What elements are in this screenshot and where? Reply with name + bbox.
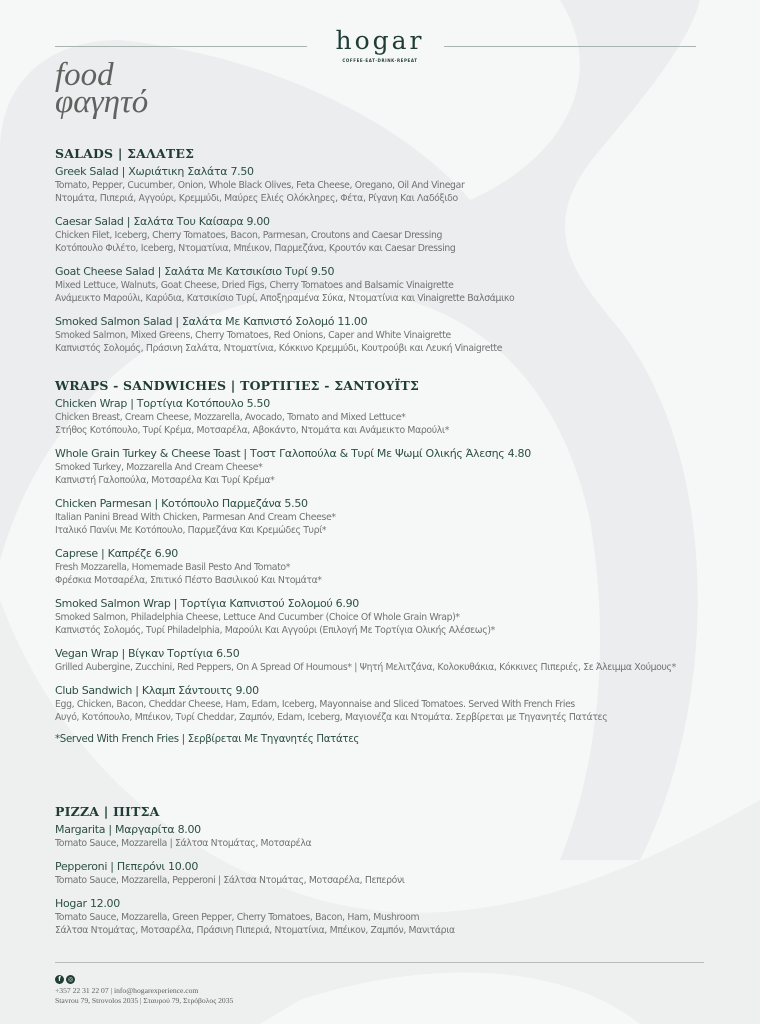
menu-item xyxy=(55,164,735,205)
facebook-icon[interactable]: f xyxy=(55,975,64,984)
instagram-icon[interactable]: ◎ xyxy=(67,975,74,983)
menu-item xyxy=(55,683,735,724)
page-title-en: food xyxy=(55,57,114,93)
item-name: Club Sandwich | Κλαμπ Σάντουιτς 9.00 xyxy=(55,684,259,697)
item-desc-en: Tomato Sauce, Mozzarella, Pepperoni | Σάλτσα Ντομάτας, Μοτσαρέλα, Πεπερόνι xyxy=(55,875,405,886)
item-name: Chicken Parmesan | Κοτόπουλο Παρμεζάνα 5.50 xyxy=(55,497,308,510)
item-desc-en: Smoked Turkey, Mozzarella And Cream Cheese* xyxy=(55,462,263,473)
item-desc-en: Smoked Salmon, Mixed Greens, Cherry Tomatoes, Red Onions, Caper and White Vinaigrette xyxy=(55,330,451,341)
item-desc-en: Italian Panini Bread With Chicken, Parmesan And Cream Cheese* xyxy=(55,512,336,523)
item-name: Chicken Wrap | Τορτίγια Κοτόπουλο 5.50 xyxy=(55,397,270,410)
menu-item xyxy=(55,822,735,850)
menu-content xyxy=(55,146,735,946)
header-divider-left xyxy=(55,46,307,47)
item-desc-en: Egg, Chicken, Bacon, Cheddar Cheese, Ham, Edam, Iceberg, Mayonnaise and Sliced Tomatoes. Served With French Fries xyxy=(55,699,575,710)
item-desc-gr: Στήθος Κοτόπουλο, Τυρί Κρέμα, Μοτσαρέλα, Αβοκάντο, Ντομάτα και Ανάμεικτο Μαρούλι* xyxy=(55,425,450,436)
item-desc-en: Tomato Sauce, Mozzarella, Green Pepper, Cherry Tomatoes, Bacon, Ham, Mushroom xyxy=(55,912,420,923)
item-desc-en: Fresh Mozzarella, Homemade Basil Pesto And Tomato* xyxy=(55,562,291,573)
item-desc-gr: Ιταλικό Πανίνι Με Κοτόπουλο, Παρμεζάνα Και Κρεμώδες Τυρί* xyxy=(55,525,327,536)
item-desc-gr: Αυγό, Κοτόπουλο, Μπέικον, Τυρί Cheddar, Ζαμπόν, Edam, Iceberg, Μαγιονέζα και Ντομάτα. Σερβίρεται με Τηγανητές Πατάτες xyxy=(55,712,608,723)
header-divider-right xyxy=(444,46,696,47)
item-name: Whole Grain Turkey & Cheese Toast | Τοστ Γαλοπούλα & Τυρί Με Ψωμί Ολικής Άλεσης 4.80 xyxy=(55,447,531,460)
section-salads xyxy=(55,146,735,368)
address: Stavrou 79, Strovolos 2035 | Σταυρού 79, Στρόβολος 2035 xyxy=(55,996,234,1005)
section-title: WRAPS - SANDWICHES | ΤΟΡΤΙΓΙΕΣ - ΣΑΝΤΟΥΪΤΣ xyxy=(55,378,420,393)
menu-item xyxy=(55,859,735,887)
item-name: Goat Cheese Salad | Σαλάτα Με Κατσικίσιο Τυρί 9.50 xyxy=(55,265,335,278)
menu-item xyxy=(55,264,735,305)
item-desc-gr: Φρέσκια Μοτσαρέλα, Σπιτικό Πέστο Βασιλικού Και Ντομάτα* xyxy=(55,575,322,586)
menu-item xyxy=(55,446,735,487)
brand-name: hogar xyxy=(335,26,425,55)
brand-logo xyxy=(320,26,440,63)
menu-item xyxy=(55,214,735,255)
item-desc-en: Grilled Aubergine, Zucchini, Red Peppers, On A Spread Of Houmous* | Ψητή Μελιτζάνα, Κολοκυθάκια, Κόκκινες Πιπεριές, Σε Άλειμμα Χούμους* xyxy=(55,662,676,673)
section-wraps-sandwiches xyxy=(55,378,735,792)
item-desc-gr: Ανάμεικτο Μαρούλι, Καρύδια, Κατσικίσιο Τυρί, Αποξηραμένα Σύκα, Ντοματίνια και Vinaigrette Βαλσάμικο xyxy=(55,293,515,304)
item-desc-gr: Καπνιστός Σολομός, Πράσινη Σαλάτα, Ντοματίνια, Κόκκινο Κρεμμύδι, Κουτρούβι και Λευκή Vinaigrette xyxy=(55,343,503,354)
menu-item xyxy=(55,496,735,537)
social-links xyxy=(55,975,233,984)
item-name: Caprese | Καπρέζε 6.90 xyxy=(55,547,178,560)
item-desc-gr: Ντομάτα, Πιπεριά, Αγγούρι, Κρεμμύδι, Μαύρες Ελιές Ολόκληρες, Φέτα, Ρίγανη Και Λαδόξιδο xyxy=(55,193,458,204)
menu-item xyxy=(55,646,735,674)
item-desc-en: Chicken Breast, Cream Cheese, Mozzarella, Avocado, Tomato and Mixed Lettuce* xyxy=(55,412,406,423)
brand-tagline: COFFEE·EAT·DRINK·REPEAT xyxy=(342,58,418,63)
item-desc-gr: Καπνιστή Γαλοπούλα, Μοτσαρέλα Και Τυρί Κρέμα* xyxy=(55,475,275,486)
menu-item xyxy=(55,546,735,587)
menu-item xyxy=(55,314,735,355)
menu-item xyxy=(55,896,735,937)
item-name: Caesar Salad | Σαλάτα Του Καίσαρα 9.00 xyxy=(55,215,270,228)
footer-divider xyxy=(55,962,704,963)
item-name: Hogar 12.00 xyxy=(55,897,120,910)
item-name: Vegan Wrap | Βίγκαν Τορτίγια 6.50 xyxy=(55,647,240,660)
item-name: Greek Salad | Χωριάτικη Σαλάτα 7.50 xyxy=(55,165,254,178)
item-desc-gr: Κοτόπουλο Φιλέτο, Iceberg, Ντοματίνια, Μπέικον, Παρμεζάνα, Κρουτόν και Caesar Dressing xyxy=(55,243,456,254)
page-title-gr: φαγητό xyxy=(55,84,149,120)
item-name: Pepperoni | Πεπερόνι 10.00 xyxy=(55,860,199,873)
item-desc-en: Mixed Lettuce, Walnuts, Goat Cheese, Dried Figs, Cherry Tomatoes and Balsamic Vinaigrette xyxy=(55,280,454,291)
item-name: Margarita | Μαργαρίτα 8.00 xyxy=(55,823,201,836)
contact-info: +357 22 31 22 07 | info@hogarexperience.com xyxy=(55,986,199,995)
item-desc-en: Chicken Filet, Iceberg, Cherry Tomatoes, Bacon, Parmesan, Croutons and Caesar Dressing xyxy=(55,230,443,241)
item-desc-en: Tomato, Pepper, Cucumber, Onion, Whole Black Olives, Feta Cheese, Oregano, Oil And Vinegar xyxy=(55,180,465,191)
section-title: SALADS | ΣΑΛΑΤΕΣ xyxy=(55,146,195,161)
footer xyxy=(55,975,233,1006)
menu-item xyxy=(55,596,735,637)
item-desc-en: Smoked Salmon, Philadelphia Cheese, Lettuce And Cucumber (Choice Of Whole Grain Wrap)* xyxy=(55,612,460,623)
item-name: Smoked Salmon Wrap | Τορτίγια Καπνιστού Σολομού 6.90 xyxy=(55,597,359,610)
item-desc-gr: Καπνιστός Σολομός, Τυρί Philadelphia, Μαρούλι Και Αγγούρι (Επιλογή Με Τορτίγια Ολικής Αλέσεως)* xyxy=(55,625,495,636)
french-fries-note: *Served With French Fries | Σερβίρεται Με Τηγανητές Πατάτες xyxy=(55,734,360,745)
section-title: PIZZA | ΠΙΤΣΑ xyxy=(55,804,160,819)
item-desc-en: Tomato Sauce, Mozzarella | Σάλτσα Ντομάτας, Μοτσαρέλα xyxy=(55,838,312,849)
section-pizza xyxy=(55,804,735,937)
menu-item xyxy=(55,396,735,437)
item-name: Smoked Salmon Salad | Σαλάτα Με Καπνιστό Σολομό 11.00 xyxy=(55,315,368,328)
item-desc-gr: Σάλτσα Ντομάτας, Μοτσαρέλα, Πράσινη Πιπεριά, Ντοματίνια, Μπέικον, Ζαμπόν, Μανιτάρια xyxy=(55,925,455,936)
page-title xyxy=(55,57,149,120)
